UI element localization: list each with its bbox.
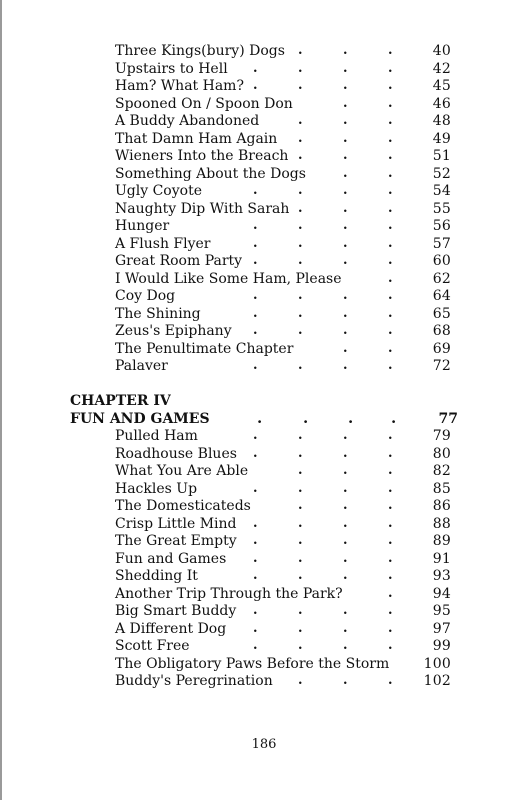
- toc-entry-title: Palaver: [115, 358, 168, 374]
- toc-entry-leaders: [115, 183, 405, 201]
- leader-dot: .: [343, 218, 348, 233]
- toc-entry-page-number: 94: [432, 585, 451, 602]
- toc-entry-page-number: 48: [432, 113, 451, 129]
- chapter-title: FUN AND GAMES: [70, 411, 210, 427]
- toc-entry[interactable]: [115, 568, 451, 586]
- toc-entry-title: The Penultimate Chapter: [115, 340, 294, 357]
- toc-entry-page-number: 99: [432, 638, 451, 654]
- leader-dot: .: [388, 498, 393, 513]
- leader-dot: .: [298, 533, 303, 548]
- toc-entry-page-number: 80: [432, 445, 451, 462]
- leader-dot: .: [253, 253, 258, 268]
- toc-entry[interactable]: [115, 78, 451, 96]
- toc-entry-leaders: [115, 236, 405, 254]
- toc-entry-title: Ugly Coyote: [115, 183, 202, 199]
- toc-entry-leaders: [115, 568, 405, 586]
- toc-entry-page-number: 55: [432, 200, 451, 217]
- leader-dot: .: [298, 183, 303, 198]
- leader-dot: .: [343, 288, 348, 303]
- toc-entry-page-number: 95: [432, 603, 451, 619]
- leader-dot: .: [388, 200, 393, 216]
- leader-dot: .: [388, 253, 393, 268]
- leader-dot: .: [298, 148, 303, 163]
- leader-dot: .: [343, 515, 348, 531]
- toc-entry-page-number: 100: [423, 655, 451, 672]
- toc-entry-leaders: [115, 131, 405, 149]
- leader-dot: .: [388, 603, 393, 618]
- toc-entry[interactable]: [115, 341, 451, 359]
- leader-dot: .: [388, 533, 393, 548]
- page-folio: 186: [251, 737, 277, 752]
- leader-dot: .: [343, 533, 348, 548]
- leader-dot: .: [388, 130, 393, 146]
- toc-entry-title: A Buddy Abandoned: [115, 113, 260, 129]
- leader-dot: .: [298, 218, 303, 233]
- leader-dot: .: [388, 183, 393, 198]
- toc-entry-leaders: [115, 323, 405, 341]
- leader-dot: .: [298, 253, 303, 268]
- leader-dot: .: [298, 603, 303, 618]
- leader-dot: .: [388, 550, 393, 566]
- leader-dot: .: [253, 358, 258, 373]
- leader-dot: .: [343, 130, 348, 146]
- toc-entry-leaders: [115, 656, 405, 674]
- toc-entry-page-number: 72: [432, 358, 451, 374]
- toc-entry[interactable]: [115, 428, 451, 446]
- leader-dot: .: [298, 620, 303, 636]
- leader-dot: .: [253, 550, 258, 566]
- leader-dot: .: [253, 620, 258, 636]
- leader-dot: .: [257, 409, 263, 427]
- toc-entry[interactable]: [115, 586, 451, 604]
- leader-dot: .: [343, 43, 348, 58]
- toc-entry-leaders: [115, 288, 405, 306]
- toc-entry[interactable]: [115, 323, 451, 341]
- toc-entry[interactable]: [115, 603, 451, 621]
- leader-dot: .: [388, 515, 393, 531]
- leader-dot: .: [253, 480, 258, 496]
- leader-dot: .: [388, 568, 393, 583]
- leader-dot: .: [298, 78, 303, 93]
- toc-entry-leaders: [115, 271, 405, 289]
- toc-entry-title: The Domesticateds: [115, 498, 251, 514]
- toc-entry-page-number: 60: [432, 253, 451, 269]
- toc-entry-leaders: [115, 533, 405, 551]
- leader-dot: .: [343, 235, 348, 251]
- leader-dot: .: [343, 428, 348, 443]
- leader-dot: .: [343, 620, 348, 636]
- toc-entry-leaders: [115, 43, 405, 61]
- leader-dot: .: [343, 358, 348, 373]
- toc-entry-leaders: [115, 498, 405, 516]
- toc-entry-page-number: 49: [432, 130, 451, 147]
- toc-entry[interactable]: [115, 61, 451, 79]
- toc-entry-title: Roadhouse Blues: [115, 445, 237, 462]
- leader-dot: .: [298, 515, 303, 531]
- leader-dot: .: [343, 323, 348, 338]
- leader-dot: .: [298, 130, 303, 146]
- leader-dot: .: [303, 409, 309, 427]
- leader-dot: .: [298, 200, 303, 216]
- toc-entry-title: The Obligatory Paws Before the Storm: [115, 655, 390, 672]
- leader-dot: .: [343, 445, 348, 461]
- leader-dot: .: [298, 43, 303, 58]
- leader-dot: .: [388, 673, 393, 688]
- leader-dot: .: [343, 603, 348, 618]
- toc-entry-leaders: [115, 96, 405, 114]
- toc-entry-page-number: 88: [432, 515, 451, 532]
- toc-entry-page-number: 102: [423, 673, 451, 689]
- toc-entry-title: Wieners Into the Breach: [115, 148, 289, 164]
- toc-entry[interactable]: [115, 498, 451, 516]
- toc-entry[interactable]: [115, 463, 451, 481]
- leader-dot: .: [253, 638, 258, 653]
- leader-dot: .: [343, 568, 348, 583]
- toc-entry-page-number: 89: [432, 533, 451, 549]
- leader-dot: .: [388, 480, 393, 496]
- toc-entry-page-number: 65: [432, 305, 451, 322]
- toc-entry[interactable]: [115, 253, 451, 271]
- toc-entry[interactable]: [115, 446, 451, 464]
- toc-entry-leaders: [115, 306, 405, 324]
- leader-dot: .: [388, 340, 393, 356]
- toc-entry-title: Upstairs to Hell: [115, 60, 228, 77]
- leader-dot: .: [298, 673, 303, 688]
- toc-entry[interactable]: [115, 551, 451, 569]
- leader-dot: .: [391, 409, 397, 427]
- leader-dot: .: [343, 183, 348, 198]
- toc-entry-title: A Flush Flyer: [115, 235, 211, 252]
- toc-entry-title: Three Kings(bury) Dogs: [115, 43, 285, 59]
- toc-entry-page-number: 40: [432, 43, 451, 59]
- toc-entry-title: Naughty Dip With Sarah: [115, 200, 290, 217]
- toc-entry[interactable]: [115, 131, 451, 149]
- leader-dot: .: [253, 533, 258, 548]
- leader-dot: .: [253, 305, 258, 321]
- leader-dot: .: [343, 113, 348, 128]
- leader-dot: .: [298, 638, 303, 653]
- leader-dot: .: [343, 340, 348, 356]
- leader-dot: .: [253, 568, 258, 583]
- toc-entry-title: That Damn Ham Again: [115, 130, 278, 147]
- toc-entry-leaders: [115, 481, 405, 499]
- toc-entry-page-number: 79: [432, 428, 451, 444]
- toc-entry-leaders: [115, 603, 405, 621]
- leader-dot: .: [388, 620, 393, 636]
- toc-entry[interactable]: [115, 43, 451, 61]
- leader-dot: .: [253, 60, 258, 76]
- leader-dot: .: [388, 638, 393, 653]
- leader-dot: .: [298, 235, 303, 251]
- toc-entry-leaders: [115, 78, 405, 96]
- toc-entry-title: Hunger: [115, 218, 170, 234]
- leader-dot: .: [343, 498, 348, 513]
- toc-entry-page-number: 42: [432, 60, 451, 77]
- toc-entry-page-number: 85: [432, 480, 451, 497]
- toc-entry-page-number: 68: [432, 323, 451, 339]
- leader-dot: .: [298, 480, 303, 496]
- leader-dot: .: [253, 235, 258, 251]
- leader-dot: .: [298, 358, 303, 373]
- leader-dot: .: [388, 305, 393, 321]
- chapter-page-number: 77: [438, 411, 458, 427]
- leader-dot: .: [343, 60, 348, 76]
- leader-dot: .: [343, 673, 348, 688]
- leader-dot: .: [298, 568, 303, 583]
- toc-entry[interactable]: [115, 516, 451, 534]
- leader-dot: .: [253, 78, 258, 93]
- toc-entry-leaders: [115, 166, 405, 184]
- toc-entry-title: Hackles Up: [115, 480, 198, 497]
- toc-entry-leaders: [115, 253, 405, 271]
- toc-entry-leaders: [115, 673, 405, 691]
- leader-dot: .: [388, 43, 393, 58]
- leader-dot: .: [388, 113, 393, 128]
- toc-entry-title: Another Trip Through the Park?: [115, 585, 343, 602]
- toc-entry-title: I Would Like Some Ham, Please: [115, 270, 342, 287]
- toc-entry-page-number: 54: [432, 183, 451, 199]
- toc-entry-title: Scott Free: [115, 638, 190, 654]
- toc-entry-page-number: 52: [432, 165, 451, 182]
- leader-dot: .: [388, 95, 393, 111]
- toc-entry-title: Spooned On / Spoon Don: [115, 95, 293, 112]
- toc-entry[interactable]: [115, 638, 451, 656]
- toc-entry-leaders: [115, 621, 405, 639]
- leader-dot: .: [388, 148, 393, 163]
- toc-entry[interactable]: [115, 113, 451, 131]
- toc-entry-leaders: [115, 446, 405, 464]
- toc-entry[interactable]: [115, 288, 451, 306]
- toc-entry[interactable]: [115, 656, 451, 674]
- toc-entry[interactable]: [115, 218, 451, 236]
- toc-entry[interactable]: [115, 481, 451, 499]
- toc-entry[interactable]: [115, 148, 451, 166]
- toc-entry-title: A Different Dog: [115, 620, 227, 637]
- toc-entry-page-number: 91: [432, 550, 451, 567]
- toc-entry-leaders: [115, 638, 405, 656]
- toc-entry-leaders: [115, 218, 405, 236]
- leader-dot: .: [388, 78, 393, 93]
- toc-entry-page-number: 45: [432, 78, 451, 94]
- leader-dot: .: [253, 515, 258, 531]
- leader-dot: .: [298, 498, 303, 513]
- leader-dot: .: [388, 165, 393, 181]
- leader-dot: .: [388, 235, 393, 251]
- leader-dot: .: [253, 218, 258, 233]
- toc-entry[interactable]: [115, 236, 451, 254]
- toc-entry[interactable]: [115, 621, 451, 639]
- toc-entry[interactable]: [115, 271, 451, 289]
- toc-entry-page-number: 46: [432, 95, 451, 112]
- toc-entry-page-number: 97: [432, 620, 451, 637]
- leader-dot: .: [343, 550, 348, 566]
- toc-entry-page-number: 86: [432, 498, 451, 514]
- leader-dot: .: [253, 323, 258, 338]
- leader-dot: .: [343, 200, 348, 216]
- leader-dot: .: [343, 305, 348, 321]
- leader-dot: .: [253, 603, 258, 618]
- chapter-title-row: [70, 410, 458, 428]
- toc-entry[interactable]: [115, 183, 451, 201]
- toc-entry-page-number: 51: [432, 148, 451, 164]
- leader-dot: .: [253, 183, 258, 198]
- toc-entry-page-number: 64: [432, 288, 451, 304]
- leader-dot: .: [298, 60, 303, 76]
- chapter-number: CHAPTER IV: [70, 393, 171, 409]
- toc-entry-title: Pulled Ham: [115, 428, 198, 444]
- leader-dot: .: [343, 165, 348, 181]
- toc-entry-leaders: [115, 551, 405, 569]
- leader-dot: .: [253, 428, 258, 443]
- toc-entry-title: What You Are Able: [115, 463, 249, 479]
- leader-dot: .: [298, 323, 303, 338]
- toc-entry-title: Zeus's Epiphany: [115, 323, 232, 339]
- toc-entry-title: Crisp Little Mind: [115, 515, 237, 532]
- leader-dot: .: [388, 60, 393, 76]
- leader-dot: .: [298, 288, 303, 303]
- leader-dot: .: [298, 428, 303, 443]
- toc-entry-leaders: [115, 148, 405, 166]
- leader-dot: .: [388, 323, 393, 338]
- leader-dot: .: [343, 95, 348, 111]
- toc-entry-title: Coy Dog: [115, 288, 176, 304]
- toc-entry-title: Ham? What Ham?: [115, 78, 244, 94]
- toc-entry-title: The Shining: [115, 305, 201, 322]
- leader-dot: .: [388, 445, 393, 461]
- toc-entry[interactable]: [115, 673, 451, 691]
- toc-entry-title: The Great Empty: [115, 533, 237, 549]
- leader-dot: .: [253, 445, 258, 461]
- leader-dot: .: [348, 409, 354, 427]
- toc-entry[interactable]: [115, 306, 451, 324]
- toc-entry[interactable]: [115, 201, 451, 219]
- leader-dot: .: [343, 148, 348, 163]
- toc-entry-title: Buddy's Peregrination: [115, 673, 273, 689]
- leader-dot: .: [388, 428, 393, 443]
- toc-entry[interactable]: [115, 358, 451, 376]
- toc-entry-page-number: 93: [432, 568, 451, 584]
- toc-entry-title: Something About the Dogs: [115, 165, 306, 182]
- leader-dot: .: [253, 288, 258, 303]
- leader-dot: .: [343, 480, 348, 496]
- leader-dot: .: [388, 270, 393, 286]
- toc-entry-leaders: [115, 358, 405, 376]
- toc-entry-leaders: [115, 113, 405, 131]
- toc-entry[interactable]: [115, 96, 451, 114]
- toc-entry-title: Fun and Games: [115, 550, 227, 567]
- toc-entry-leaders: [115, 463, 405, 481]
- toc-entry[interactable]: [115, 533, 451, 551]
- leader-dot: .: [298, 445, 303, 461]
- toc-entry-page-number: 82: [432, 463, 451, 479]
- toc-entry[interactable]: [115, 166, 451, 184]
- toc-entry-leaders: [115, 516, 405, 534]
- leader-dot: .: [298, 305, 303, 321]
- leader-dot: .: [388, 358, 393, 373]
- toc-entry-title: Shedding It: [115, 568, 198, 584]
- toc-entry-page-number: 62: [432, 270, 451, 287]
- leader-dot: .: [298, 463, 303, 478]
- leader-dot: .: [343, 638, 348, 653]
- leader-dot: .: [343, 253, 348, 268]
- toc-entry-leaders: [115, 61, 405, 79]
- toc-entry-leaders: [115, 586, 405, 604]
- toc-entry-page-number: 69: [432, 340, 451, 357]
- leader-dot: .: [388, 463, 393, 478]
- leader-dot: .: [343, 463, 348, 478]
- leader-dot: .: [388, 585, 393, 601]
- toc-entry-leaders: [115, 341, 405, 359]
- toc-entry-leaders: [115, 428, 405, 446]
- toc-entry-title: Big Smart Buddy: [115, 603, 237, 619]
- toc-entry-page-number: 57: [432, 235, 451, 252]
- leader-dot: .: [298, 113, 303, 128]
- leader-dot: .: [388, 218, 393, 233]
- leader-dot: .: [343, 78, 348, 93]
- toc-entry-title: Great Room Party: [115, 253, 243, 269]
- leader-dot: .: [388, 288, 393, 303]
- toc-entry-page-number: 56: [432, 218, 451, 234]
- toc-entry-leaders: [115, 201, 405, 219]
- leader-dot: .: [298, 550, 303, 566]
